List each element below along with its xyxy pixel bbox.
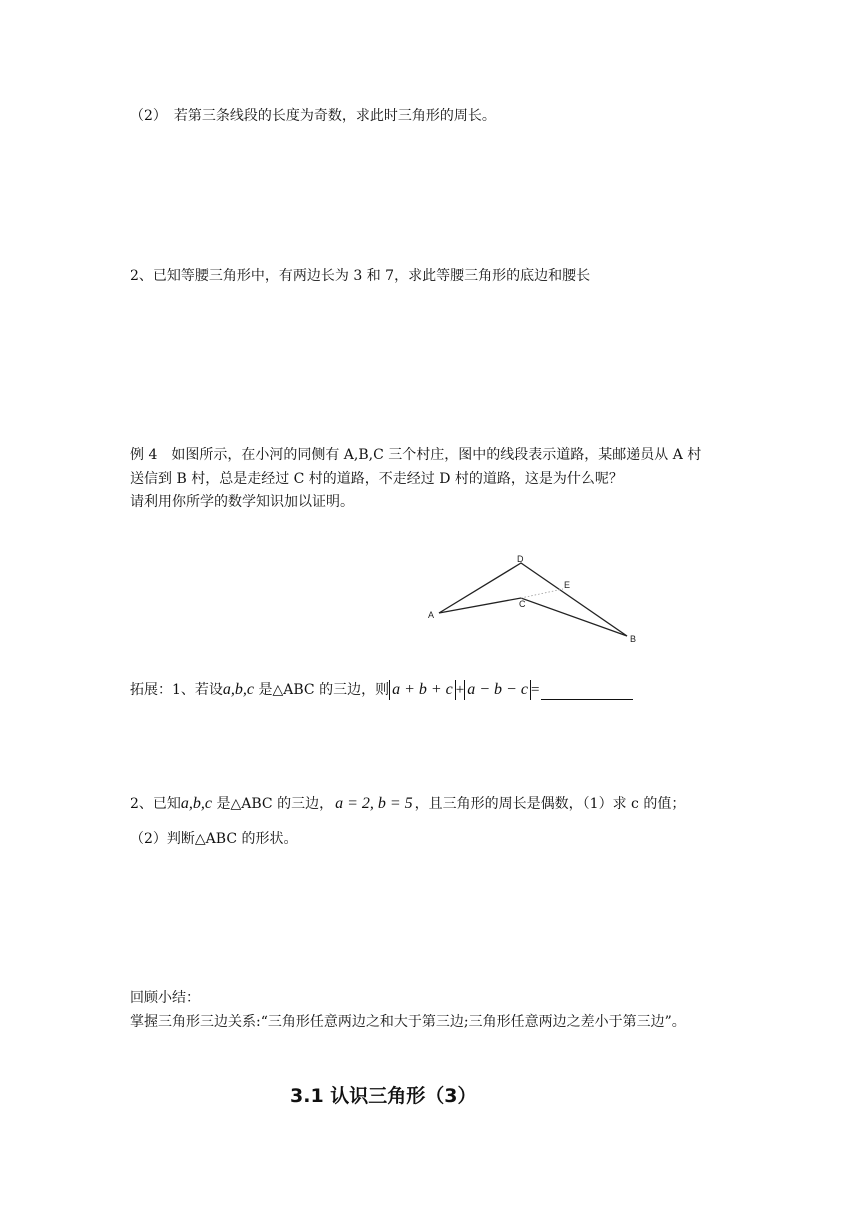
label-b: B	[630, 634, 637, 644]
equals-sign: =	[530, 682, 540, 698]
label-e: E	[564, 580, 571, 590]
extension-variables: a,b,c	[222, 681, 255, 698]
dotted-line-c-e	[521, 589, 563, 598]
problem-2b-suffix: ，且三角形的周长是偶数，（1）求 c 的值；	[414, 796, 686, 812]
section-heading: 3.1 认识三角形（3）	[290, 1085, 477, 1107]
problem-2b-prefix: 2、已知	[130, 796, 181, 812]
problem-2b-given: a = 2, b = 5	[335, 795, 413, 812]
label-a: A	[428, 610, 435, 620]
example-4-line-2: 送信到 B 村，总是走经过 C 村的道路，不走经过 D 村的道路，这是为什么呢？	[130, 471, 623, 487]
extension-problem-1	[130, 680, 633, 700]
village-road-diagram	[420, 552, 650, 652]
absolute-value-difference: a − b − c	[464, 680, 531, 700]
road-a-d-b	[439, 563, 627, 636]
problem-2b-mid: 是△ABC 的三边，	[212, 796, 334, 812]
example-4-line-3: 请利用你所学的数学知识加以证明。	[130, 494, 354, 510]
review-title: 回顾小结：	[130, 990, 200, 1006]
answer-blank	[541, 685, 633, 700]
example-4-line-1: 例 4 如图所示，在小河的同侧有 A,B,C 三个村庄，图中的线段表示道路，某邮递员从 A 村	[130, 447, 702, 463]
review-text: 掌握三角形三边关系:“三角形任意两边之和大于第三边;三角形任意两边之差小于第三边”。	[130, 1014, 686, 1030]
problem-2b-line-2: （2）判断△ABC 的形状。	[130, 831, 298, 847]
extension-mid: 是△ABC 的三边，则	[254, 682, 390, 698]
problem-2b-variables: a,b,c	[180, 795, 213, 812]
question-part-2: （2） 若第三条线段的长度为奇数，求此时三角形的周长。	[130, 108, 496, 124]
problem-2b-line-1	[130, 794, 685, 814]
problem-2: 2、已知等腰三角形中，有两边长为 3 和 7，求此等腰三角形的底边和腰长	[130, 268, 591, 284]
label-c: C	[519, 599, 526, 609]
label-d: D	[517, 554, 524, 564]
absolute-value-sum: a + b + c	[389, 680, 456, 700]
plus-sign: +	[455, 682, 465, 698]
extension-prefix: 拓展：1、若设	[130, 682, 223, 698]
